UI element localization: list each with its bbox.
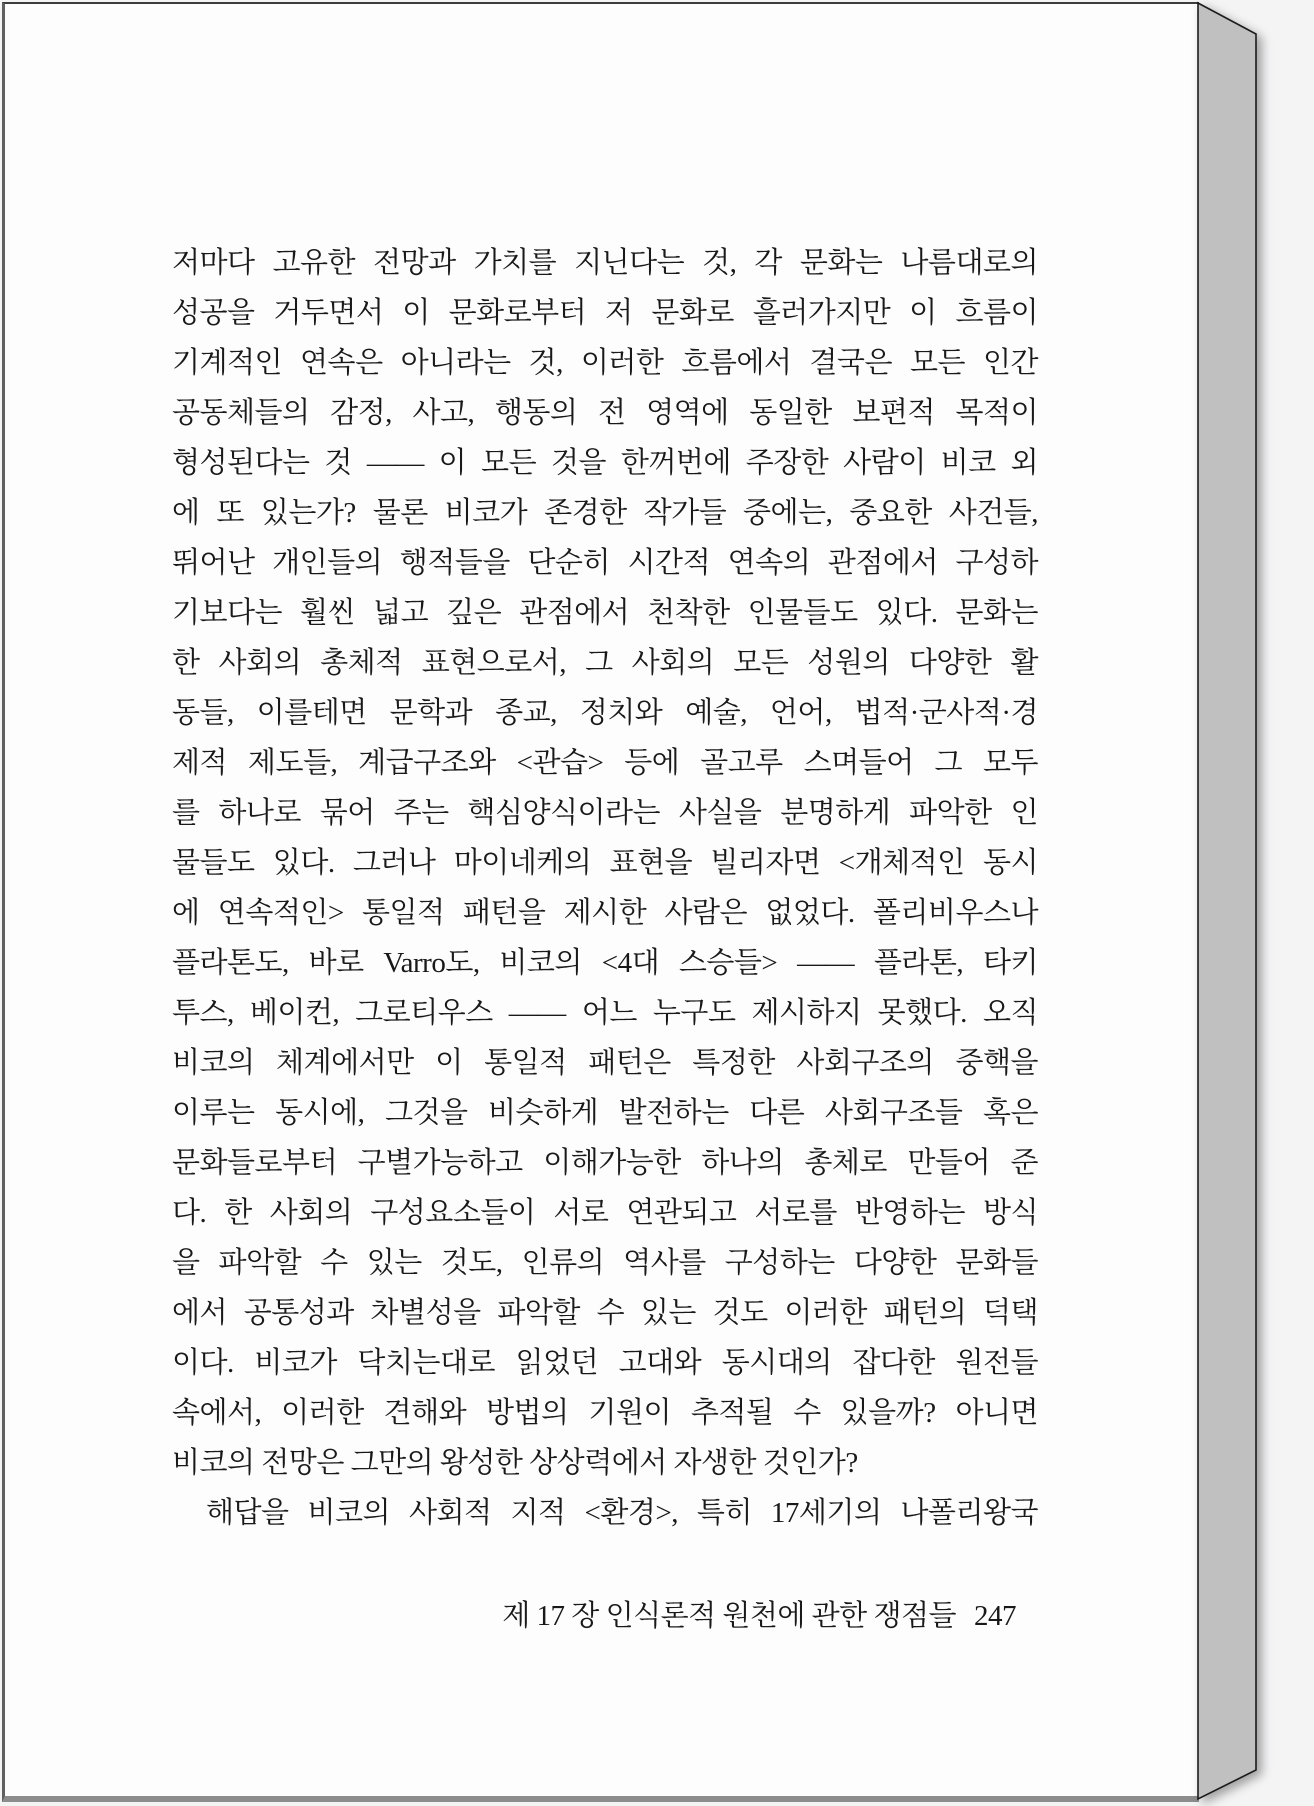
text-line: 플라톤도, 바로 Varro도, 비코의 <4대 스승들> —— 플라톤, 타키 [172, 947, 1038, 979]
text-line: 을 파악할 수 있는 것도, 인류의 역사를 구성하는 다양한 문화들 [172, 1247, 1038, 1279]
text-line: 비코의 전망은 그만의 왕성한 상상력에서 자생한 것인가? [172, 1447, 858, 1479]
text-line: 기계적인 연속은 아니라는 것, 이러한 흐름에서 결국은 모든 인간 [172, 347, 1038, 379]
text-line: 이다. 비코가 닥치는대로 읽었던 고대와 동시대의 잡다한 원전들 [172, 1347, 1038, 1379]
footer-chapter-title: 제 17 장 인식론적 원천에 관한 쟁점들 [502, 1600, 956, 1632]
text-line: 공동체들의 감정, 사고, 행동의 전 영역에 동일한 보편적 목적이 [172, 397, 1038, 429]
text-line: 형성된다는 것 —— 이 모든 것을 한꺼번에 주장한 사람이 비코 외 [172, 447, 1038, 479]
text-line: 문화들로부터 구별가능하고 이해가능한 하나의 총체로 만들어 준 [172, 1147, 1038, 1179]
text-line: 투스, 베이컨, 그로티우스 —— 어느 누구도 제시하지 못했다. 오직 [172, 997, 1038, 1029]
page-number: 247 [974, 1600, 1016, 1632]
book-page [2, 2, 1199, 1802]
text-line: 저마다 고유한 전망과 가치를 지닌다는 것, 각 문화는 나름대로의 [172, 247, 1038, 279]
text-line: 를 하나로 묶어 주는 핵심양식이라는 사실을 분명하게 파악한 인 [172, 797, 1038, 829]
text-line: 다. 한 사회의 구성요소들이 서로 연관되고 서로를 반영하는 방식 [172, 1197, 1038, 1229]
book-edge-face [1198, 3, 1256, 1799]
text-line: 제적 제도들, 계급구조와 <관습> 등에 골고루 스며들어 그 모두 [172, 747, 1038, 779]
running-footer [172, 1596, 1038, 1636]
text-line: 에 연속적인> 통일적 패턴을 제시한 사람은 없었다. 폴리비우스나 [172, 897, 1038, 929]
body-text [172, 238, 1038, 1538]
text-line: 물들도 있다. 그러나 마이네케의 표현을 빌리자면 <개체적인 동시 [172, 847, 1038, 879]
text-line: 한 사회의 총체적 표현으로서, 그 사회의 모든 성원의 다양한 활 [172, 647, 1038, 679]
text-line: 성공을 거두면서 이 문화로부터 저 문화로 흘러가지만 이 흐름이 [172, 297, 1038, 329]
text-line: 속에서, 이러한 견해와 방법의 기원이 추적될 수 있을까? 아니면 [172, 1397, 1038, 1429]
text-line: 비코의 체계에서만 이 통일적 패턴은 특정한 사회구조의 중핵을 [172, 1047, 1038, 1079]
text-line: 이루는 동시에, 그것을 비슷하게 발전하는 다른 사회구조들 혹은 [172, 1097, 1038, 1129]
text-line: 해답을 비코의 사회적 지적 <환경>, 특히 17세기의 나폴리왕국 [206, 1497, 1038, 1529]
text-line: 동들, 이를테면 문학과 종교, 정치와 예술, 언어, 법적·군사적·경 [172, 697, 1038, 729]
text-line: 뛰어난 개인들의 행적들을 단순히 시간적 연속의 관점에서 구성하 [172, 547, 1038, 579]
text-line: 에서 공통성과 차별성을 파악할 수 있는 것도 이러한 패턴의 덕택 [172, 1297, 1038, 1329]
text-line: 에 또 있는가? 물론 비코가 존경한 작가들 중에는, 중요한 사건들, [172, 497, 1038, 529]
text-line: 기보다는 훨씬 넓고 깊은 관점에서 천착한 인물들도 있다. 문화는 [172, 597, 1038, 629]
